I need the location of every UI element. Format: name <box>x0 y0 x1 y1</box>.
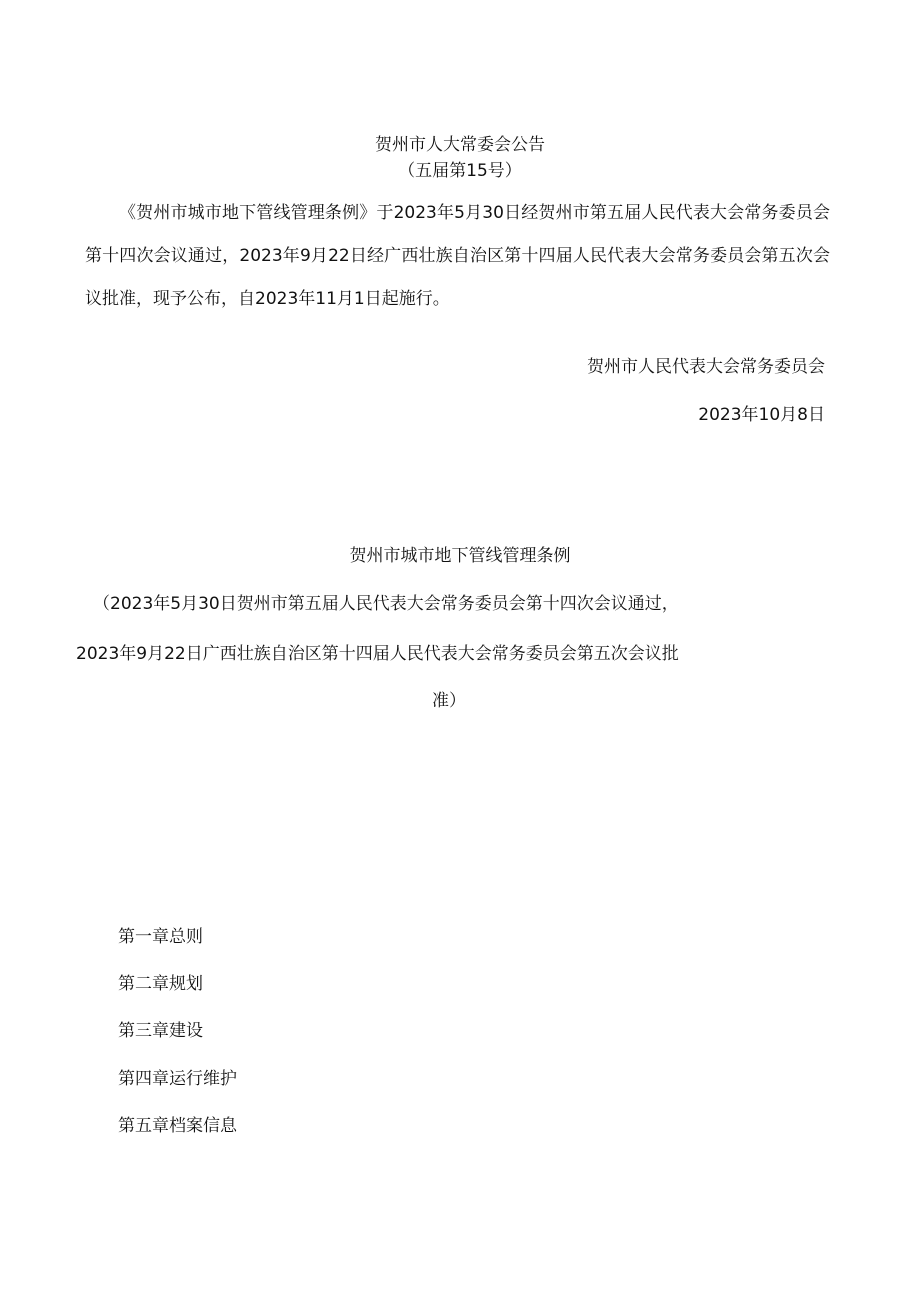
regulation-subtitle-line-1: （2023年5月30日贺州市第五届人民代表大会常务委员会第十四次会议通过， <box>93 594 679 614</box>
announcement-title: 贺州市人大常委会公告 <box>375 135 545 155</box>
toc-item: 第一章总则 <box>118 927 203 947</box>
toc-item: 第二章规划 <box>118 974 203 994</box>
toc-item: 第三章建设 <box>118 1021 203 1041</box>
regulation-subtitle-line-2: 2023年9月22日广西壮族自治区第十四届人民代表大会常务委员会第五次会议批 <box>76 644 679 664</box>
announcement-date: 2023年10月8日 <box>698 405 825 425</box>
regulation-title: 贺州市城市地下管线管理条例 <box>349 546 571 566</box>
toc-item: 第五章档案信息 <box>118 1116 237 1136</box>
announcement-number: （五届第15号） <box>398 161 522 181</box>
announcement-issuer: 贺州市人民代表大会常务委员会 <box>587 357 825 377</box>
announcement-body: 《贺州市城市地下管线管理条例》于2023年5月30日经贺州市第五届人民代表大会常务委员会第十四次会议通过，2023年9月22日经广西壮族自治区第十四届人民代表大会常务委员会第五次会议批准，现予公布，自2023年11月1日起施行。 <box>85 203 830 309</box>
regulation-subtitle-line-3: 准） <box>432 691 466 711</box>
toc-item: 第四章运行维护 <box>118 1069 237 1089</box>
